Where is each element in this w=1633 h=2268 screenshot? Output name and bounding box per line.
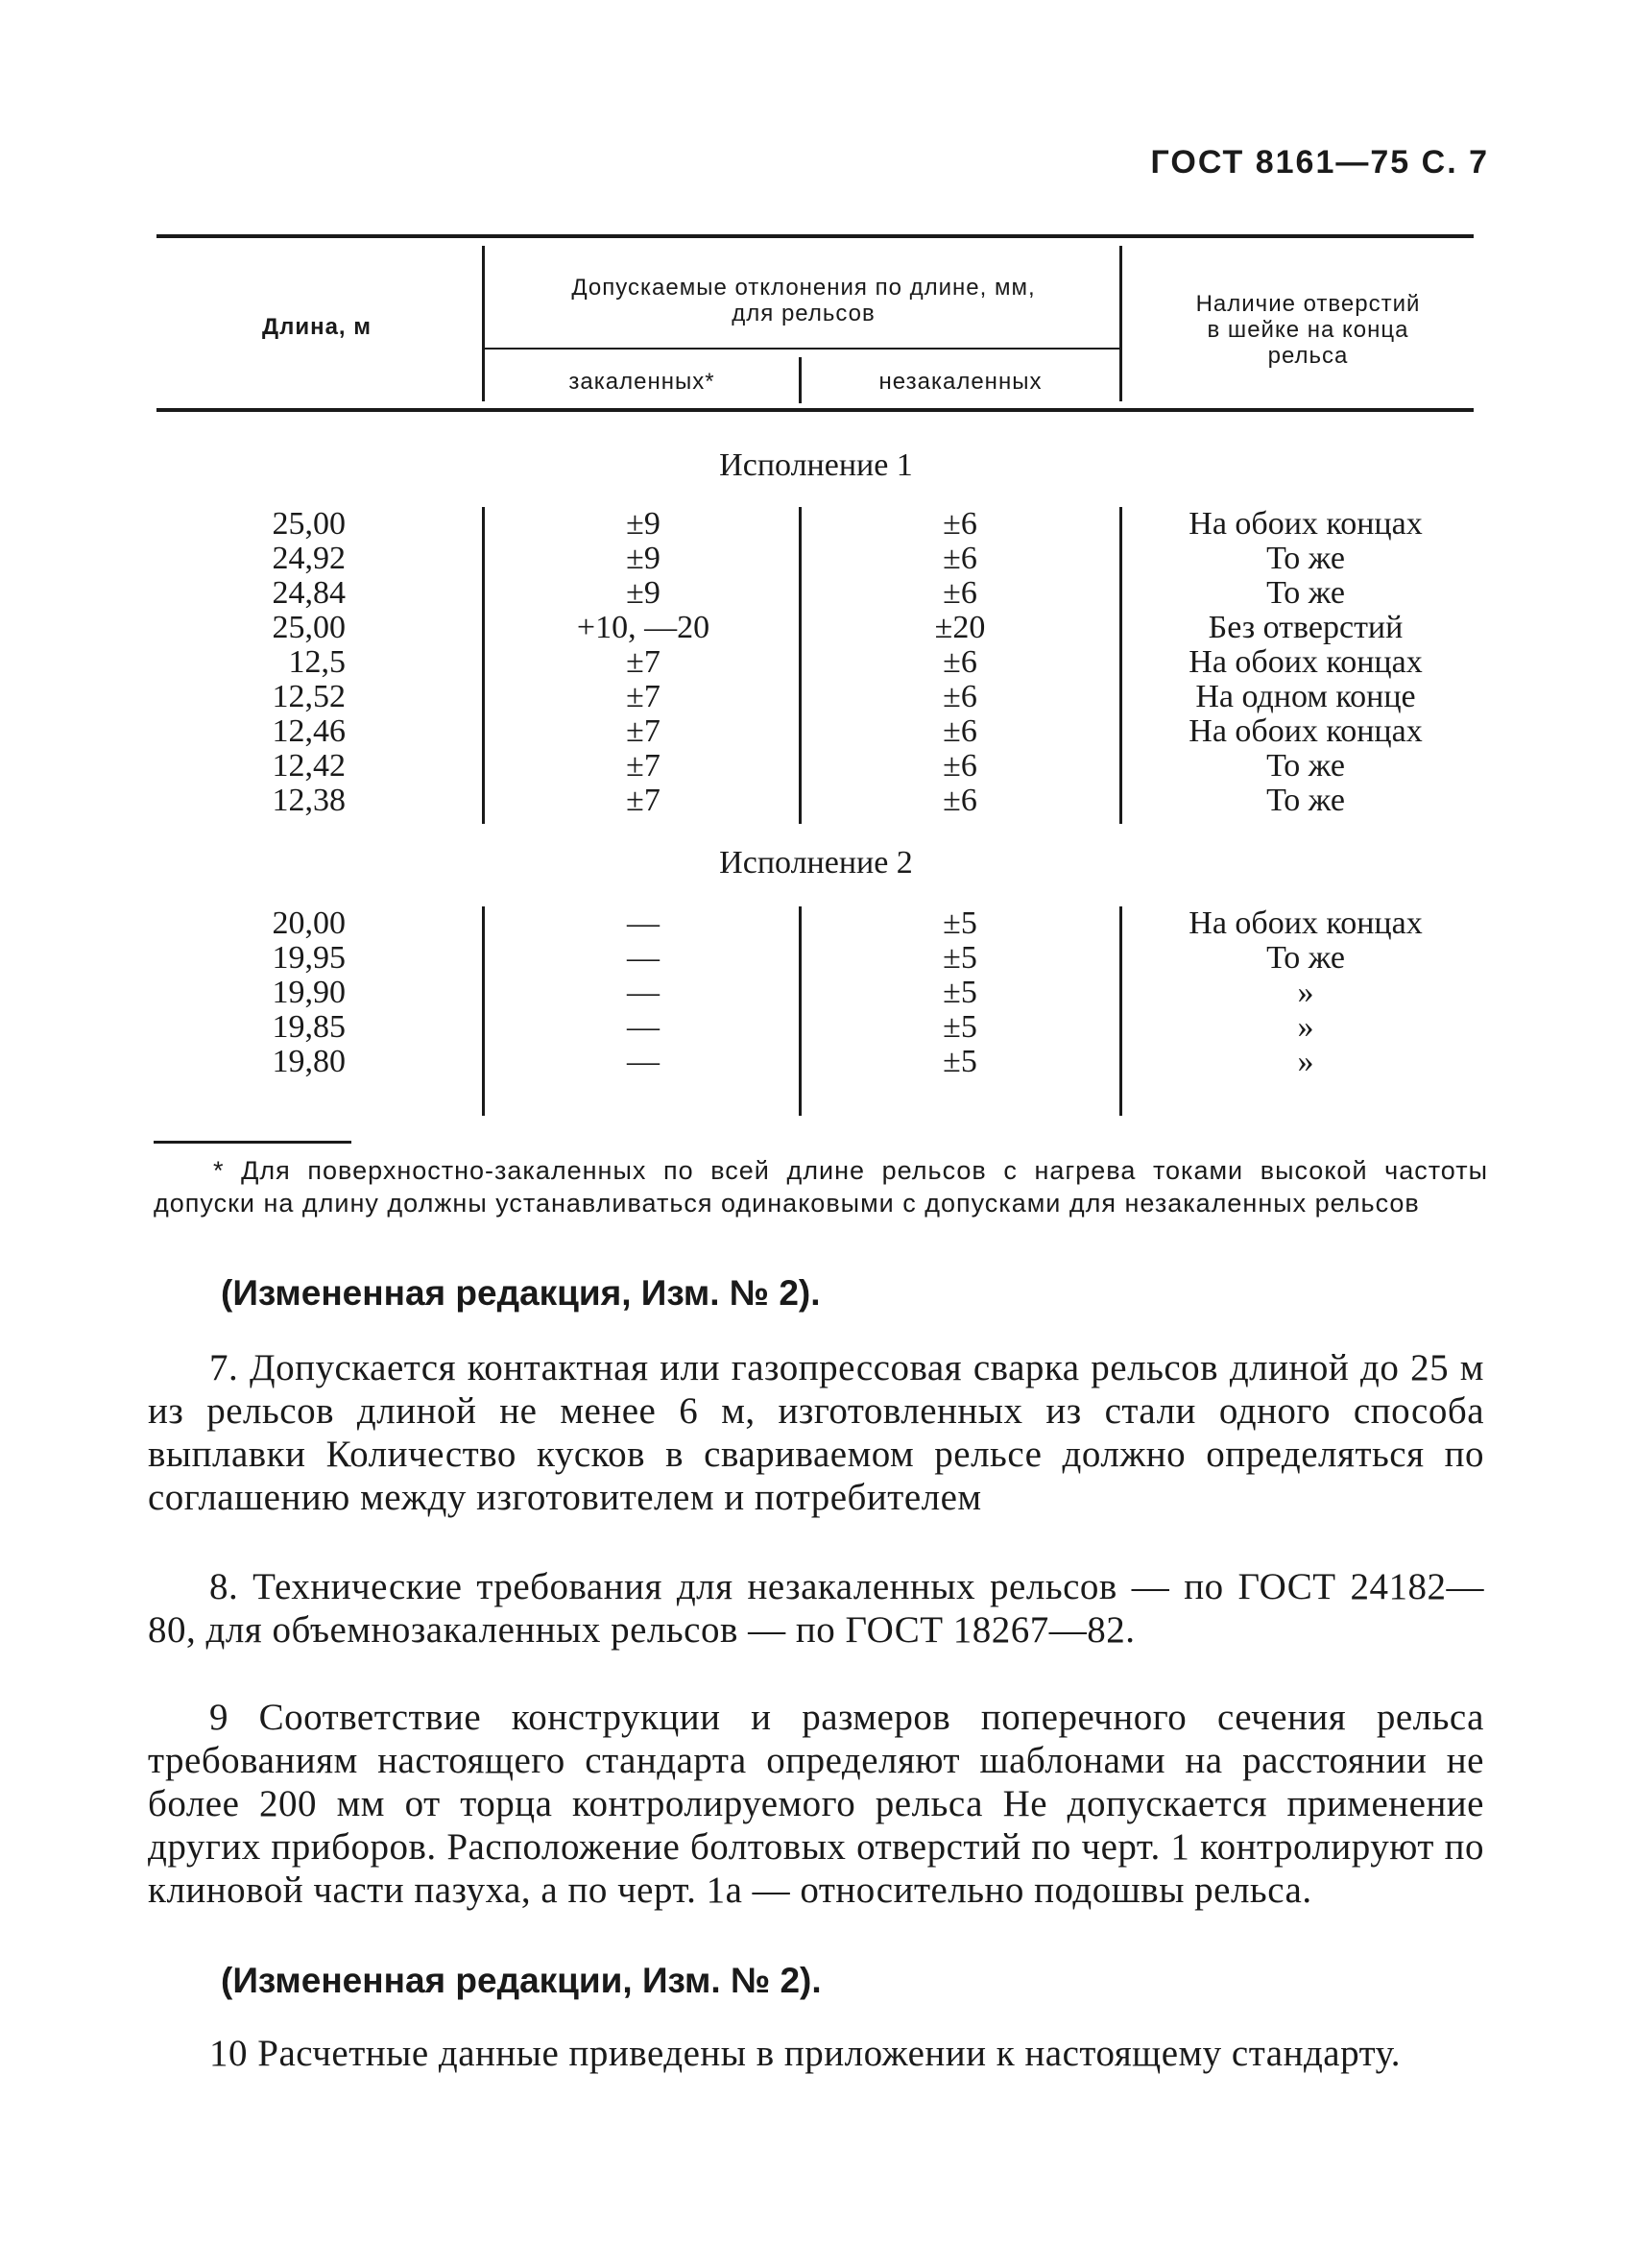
table-cell: То же (1266, 783, 1345, 818)
table-top-rule (156, 234, 1474, 238)
paragraph-7: 7. Допускается контактная или газопрессовая сварка рельсов длиной до 25 м из рельсов длиной не менее 6 м, изготовленных из стали одного способа выплавки Количество кусков в свариваемом рельсе должно определяться по соглашению между изготовителем и потребителем (148, 1347, 1484, 1518)
table-cell: То же (1266, 748, 1345, 784)
section1-unhardened-col (802, 507, 1118, 818)
section1-length-col (192, 507, 346, 818)
table-cell: На обоих концах (1189, 506, 1423, 542)
table-cell: » (1297, 1044, 1314, 1079)
table-cell: ±5 (943, 1009, 977, 1045)
table-cell: ±5 (943, 1044, 977, 1079)
table-cell: ±7 (626, 644, 660, 680)
table-cell: ±7 (626, 748, 660, 784)
table-cell: 19,95 (272, 940, 346, 976)
table-cell: 24,92 (272, 541, 346, 576)
edition-note-1: (Измененная редакция, Изм. № 2). (221, 1273, 821, 1313)
table-cell: 12,46 (272, 713, 346, 749)
table-cell: 20,00 (272, 905, 346, 941)
header-holes-line3: рельса (1267, 343, 1349, 369)
table-cell: ±5 (943, 940, 977, 976)
table-cell: 19,90 (272, 975, 346, 1010)
page-header: ГОСТ 8161—75 С. 7 (1150, 144, 1489, 181)
section-title-2: Исполнение 2 (719, 845, 913, 881)
table-header-rule (156, 408, 1474, 412)
table-cell: ±6 (943, 783, 977, 818)
table-cell: — (627, 905, 660, 941)
table-cell: ±6 (943, 713, 977, 749)
table-cell: 25,00 (272, 610, 346, 645)
table-cell: 12,42 (272, 748, 346, 784)
table-cell: На обоих концах (1189, 905, 1423, 941)
section-title-1: Исполнение 1 (719, 447, 913, 483)
table-cell: 19,85 (272, 1009, 346, 1045)
section1-hardened-col (485, 507, 802, 818)
table-cell: ±9 (626, 541, 660, 576)
header-unhardened: незакаленных (878, 369, 1043, 395)
table-cell: На обоих концах (1189, 713, 1423, 749)
paragraph-9: 9 Соответствие конструкции и размеров поперечного сечения рельса требованиям настоящего стандарта определяют шаблонами на расстоянии не более 200 мм от торца контролируемого рельса Не допускается применение других приборов. Расположение болтовых отверстий по черт. 1 контролируют по клиновой части пазуха, а по черт. 1а — относительно подошвы рельса. (148, 1697, 1484, 1911)
table-cell: Без отверстий (1208, 610, 1404, 645)
table-cell: ±7 (626, 713, 660, 749)
deviation-subheader-rule (485, 348, 1122, 350)
table-cell: ±7 (626, 679, 660, 714)
footnote-rule (154, 1141, 351, 1144)
section2-holes-col (1118, 906, 1493, 1079)
header-length: Длина, м (261, 314, 372, 340)
table-cell: ±6 (943, 506, 977, 542)
table-cell: » (1297, 975, 1314, 1010)
table-cell: То же (1266, 575, 1345, 611)
table-cell: 12,38 (272, 783, 346, 818)
table-cell: ±5 (943, 905, 977, 941)
header-deviations-line2: для рельсов (732, 301, 876, 326)
table-cell: На обоих концах (1189, 644, 1423, 680)
table-cell: — (627, 1009, 660, 1045)
table-cell: ±6 (943, 748, 977, 784)
table-cell: 19,80 (272, 1044, 346, 1079)
edition-note-2: (Измененная редакции, Изм. № 2). (221, 1961, 822, 2000)
table-cell: ±6 (943, 575, 977, 611)
table-cell: 24,84 (272, 575, 346, 611)
header-hardened: закаленных* (568, 369, 715, 395)
table-cell: ±6 (943, 679, 977, 714)
table-cell: На одном конце (1195, 679, 1416, 714)
table-cell: ±5 (943, 975, 977, 1010)
table-cell: То же (1266, 541, 1345, 576)
section2-unhardened-col (802, 906, 1118, 1079)
paragraph-10: 10 Расчетные данные приведены в приложении к настоящему стандарту. (209, 2033, 1401, 2074)
table-cell: ±20 (934, 610, 986, 645)
table-cell: +10, —20 (576, 610, 710, 645)
table-cell: — (627, 940, 660, 976)
footnote: * Для поверхностно-закаленных по всей длине рельсов с нагрева токами высокой частоты допуски на длину должны устанавливаться одинаковыми с допусками для незакаленных рельсов (154, 1156, 1488, 1218)
table-cell: ±7 (626, 783, 660, 818)
table-cell: 12,5 (288, 644, 346, 680)
paragraph-8: 8. Технические требования для незакаленных рельсов — по ГОСТ 24182—80, для объемнозакаленных рельсов — по ГОСТ 18267—82. (148, 1566, 1484, 1651)
table-cell: — (627, 1044, 660, 1079)
header-holes-line1: Наличие отверстий (1195, 291, 1421, 317)
table-cell: 12,52 (272, 679, 346, 714)
header-deviations-line1: Допускаемые отклонения по длине, мм, (571, 275, 1036, 301)
header-holes-line2: в шейке на конца (1207, 317, 1409, 343)
section2-length-col (192, 906, 346, 1079)
table-cell: — (627, 975, 660, 1010)
section1-holes-col (1118, 507, 1493, 818)
table-cell: ±9 (626, 506, 660, 542)
section2-hardened-col (485, 906, 802, 1079)
table-cell: ±6 (943, 644, 977, 680)
table-cell: » (1297, 1009, 1314, 1045)
table-cell: ±6 (943, 541, 977, 576)
table-cell: То же (1266, 940, 1345, 976)
table-cell: 25,00 (272, 506, 346, 542)
table-cell: ±9 (626, 575, 660, 611)
